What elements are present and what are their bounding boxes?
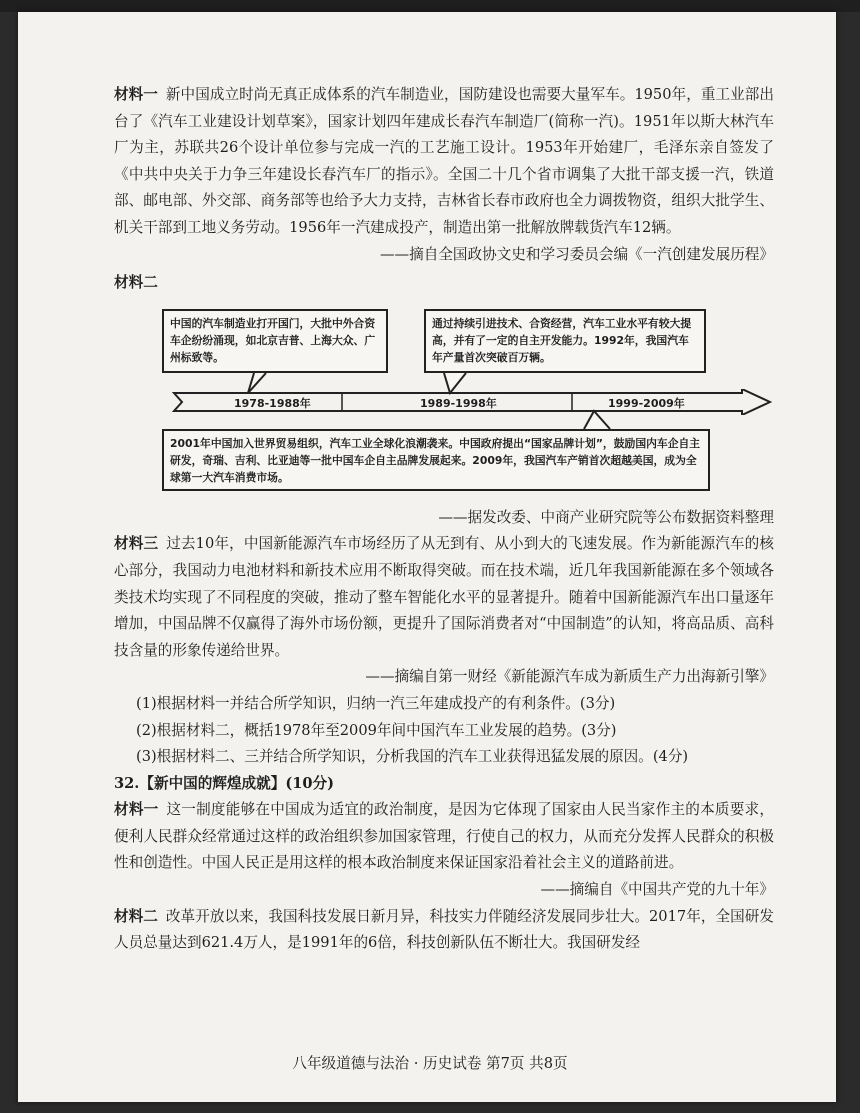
page-footer: 八年级道德与法治 · 历史试卷 第7页 共8页: [292, 1055, 568, 1072]
question-32-title: 32.【新中国的辉煌成就】(10分): [114, 774, 335, 792]
q32-material-two-text: 改革开放以来，我国科技发展日新月异，科技实力伴随经济发展同步壮大。2017年，全国研发人员总量达到621.4万人，是1991年的6倍，科技创新队伍不断壮大。我国研发经: [114, 907, 774, 952]
scan-top-edge: [0, 0, 860, 12]
timeline-box-1999-2009: 2001年中国加入世界贸易组织，汽车工业全球化浪潮袭来。中国政府提出“国家品牌计划”，鼓励国内车企自主研发，奇瑞、吉利、比亚迪等一批中国车企自主品牌发展起来。2009年，我国汽车产销首次超越美国，成为全球第一大汽车消费市场。: [162, 429, 710, 491]
question-1: (1)根据材料一并结合所学知识，归纳一汽三年建成投产的有利条件。(3分): [136, 694, 616, 712]
q32-material-one-paragraph: [114, 797, 774, 877]
question-2: (2)根据材料二，概括1978年至2009年间中国汽车工业发展的趋势。(3分): [136, 721, 617, 739]
q32-material-two-label: 材料二: [114, 907, 158, 925]
material-three-paragraph: [114, 531, 774, 664]
material-one-label: 材料一: [114, 86, 158, 103]
material-two-title: [114, 270, 774, 297]
material-two-label: 材料二: [114, 274, 158, 292]
material-one-paragraph: [114, 82, 774, 242]
page-content: [114, 82, 774, 957]
q32-material-one-text: 这一制度能够在中国成为适宜的政治制度，是因为它体现了国家由人民当家作主的本质要求，便利人民群众经常通过这样的政治组织参加国家管理，行使自己的权力，从而充分发挥人民群众的积极性和创造性。中国人民正是用这样的根本政治制度来保证国家沿着社会主义的道路前进。: [114, 801, 774, 872]
material-one-text: 新中国成立时尚无真正成体系的汽车制造业，国防建设也需要大量军车。1950年，重工业部出台了《汽车工业建设计划草案》，国家计划四年建成长春汽车制造厂(简称一汽)。1951年以斯大林汽车厂为主，苏联共26个设计单位参与完成一汽的工艺施工设计。1953年开始建厂，毛泽东亲自签发了《中共中央关于力争三年建设长春汽车厂的指示》。全国二十几个省市调集了大批干部支援一汽，铁道部、邮电部、外交部、商务部等也给予大力支持，吉林省长春市政府也全力调拨物资，组织大批学生、机关干部到工地义务劳动。1956年一汽建成投产，制造出第一批解放牌载货汽车12辆。: [114, 86, 774, 236]
timeline-box-1989-1998: 通过持续引进技术、合资经营，汽车工业水平有较大提高，并有了一定的自主开发能力。1992年，我国汽车年产量首次突破百万辆。: [424, 309, 706, 373]
material-three-text: 过去10年，中国新能源汽车市场经历了从无到有、从小到大的飞速发展。作为新能源汽车的核心部分，我国动力电池材料和新技术应用不断取得突破。而在技术端，近几年我国新能源在多个领域各类技术均实现了不同程度的突破，推动了整车智能化水平的显著提升。随着中国新能源汽车出口量逐年增加，中国品牌不仅赢得了海外市场份额，更提升了国际消费者对“中国制造”的认知，将高品质、高科技含量的形象传递给世界。: [114, 535, 774, 659]
material-one-source: ——摘自全国政协文史和学习委员会编《一汽创建发展历程》: [379, 245, 774, 263]
q32-material-one-source: ——摘编自《中国共产党的九十年》: [540, 881, 774, 899]
timeline-box-1978-1988: 中国的汽车制造业打开国门，大批中外合资车企纷纷涌现，如北京吉普、上海大众、广州标致等。: [162, 309, 388, 373]
period-label-1: 1978-1988年: [234, 396, 311, 410]
q32-material-two-paragraph: [114, 904, 774, 957]
auto-industry-timeline: [114, 305, 774, 501]
question-3: (3)根据材料二、三并结合所学知识，分析我国的汽车工业获得迅猛发展的原因。(4分): [136, 748, 689, 766]
material-three-source: ——摘编自第一财经《新能源汽车成为新质生产力出海新引擎》: [365, 668, 774, 686]
period-label-2: 1989-1998年: [420, 396, 497, 410]
material-three-label: 材料三: [114, 535, 159, 553]
period-label-3: 1999-2009年: [608, 396, 685, 410]
material-two-source: ——据发改委、中商产业研究院等公布数据资料整理: [438, 508, 774, 526]
q32-material-one-label: 材料一: [114, 801, 159, 819]
